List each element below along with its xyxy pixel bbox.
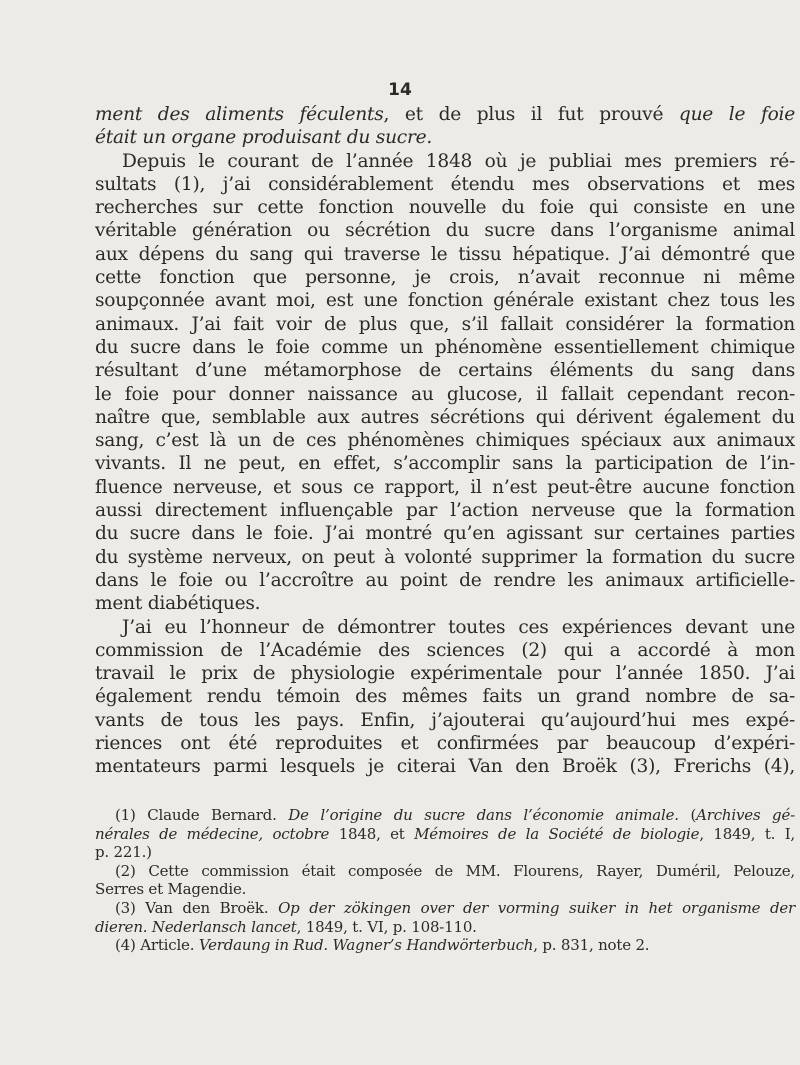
text-run: aux dépens du sang qui traverse le tissu hépatique. J’ai démontré que <box>95 243 795 265</box>
body-line <box>95 336 795 359</box>
page-number: 14 <box>388 80 412 100</box>
italic-text: ment des aliments féculents <box>95 104 384 125</box>
body-line <box>95 289 795 312</box>
italic-text: Verdaung in Rud. Wagner’s Handwörterbuch <box>198 936 534 955</box>
body-line <box>95 383 795 406</box>
text-run: cette fonction que personne, je crois, n’avait reconnue ni même <box>95 267 795 289</box>
body-line <box>95 476 795 499</box>
body-line <box>95 522 795 545</box>
text-run: sang, c’est là un de ces phénomènes chimiques spéciaux aux animaux <box>95 430 795 452</box>
body-line <box>95 546 795 569</box>
italic-text: était un organe produisant du sucre. <box>95 127 433 149</box>
text-run: vants de tous les pays. Enfin, j’ajouterai qu’aujourd’hui mes expé- <box>95 709 795 731</box>
text-run: (2) Cette commission était composée de MM. Flourens, Rayer, Duméril, Pelouze, <box>115 861 795 880</box>
body-line <box>95 173 795 196</box>
text-run: Serres et Magendie. <box>95 880 247 899</box>
text-run: travail le prix de physiologie expérimentale pour l’année 1850. J’ai <box>95 663 795 685</box>
footnote-line <box>95 918 795 937</box>
body-text <box>95 103 795 779</box>
italic-text: De l’origine du sucre dans l’économie animale. <box>288 806 679 824</box>
text-run: du système nerveux, on peut à volonté supprimer la formation du sucre <box>95 546 795 568</box>
text-run: (3) Van den Broëk. <box>115 898 279 917</box>
footnote-line <box>95 825 795 844</box>
body-line <box>95 639 795 662</box>
body-line <box>95 266 795 289</box>
body-line <box>95 126 795 149</box>
italic-text: Mémoires de la Société de biologie <box>414 824 700 843</box>
text-run: véritable génération ou sécrétion du sucre dans l’organisme animal <box>95 220 795 242</box>
text-run: , 1849, t. I, <box>699 824 795 843</box>
body-line <box>95 732 795 755</box>
italic-text: Op der zökingen over der vorming suiker in het organisme der <box>278 898 795 917</box>
text-run: mentateurs parmi lesquels je citerai Van den Broëk (3), Frerichs (4), <box>95 756 795 778</box>
text-run: , p. 831, note 2. <box>533 936 650 955</box>
text-run: 1848, et <box>329 824 415 843</box>
text-run: sultats (1), j’ai considérablement étendu mes observations et mes <box>95 173 795 195</box>
footnote-line <box>95 899 795 918</box>
body-line <box>95 359 795 382</box>
text-run: , et de plus il fut prouvé <box>383 104 679 125</box>
text-run: ( <box>678 806 697 824</box>
text-run: le foie pour donner naissance au glucose, il fallait cependant recon- <box>95 383 795 405</box>
body-line <box>95 150 795 173</box>
italic-text: Archives gé- <box>696 806 796 824</box>
text-run: ment diabétiques. <box>95 593 261 615</box>
text-run: vivants. Il ne peut, en effet, s’accomplir sans la participation de l’in- <box>95 453 795 475</box>
body-line <box>95 616 795 639</box>
text-run: également rendu témoin des mêmes faits un grand nombre de sa- <box>95 686 795 708</box>
text-run: Depuis le courant de l’année 1848 où je publiai mes premiers ré- <box>122 150 795 172</box>
text-run: du sucre dans le foie comme un phénomène essentiellement chimique <box>95 336 795 358</box>
body-line <box>95 219 795 242</box>
body-line <box>95 709 795 732</box>
body-line <box>95 243 795 266</box>
body-line <box>95 569 795 592</box>
footnote-line <box>95 862 795 881</box>
body-line <box>95 452 795 475</box>
text-run: (1) Claude Bernard. <box>115 806 289 824</box>
text-run: recherches sur cette fonction nouvelle du foie qui consiste en une <box>95 197 795 219</box>
text-run: , 1849, t. VI, p. 108-110. <box>296 917 477 936</box>
text-run: du sucre dans le foie. J’ai montré qu’en agissant sur certaines parties <box>95 523 795 545</box>
body-line <box>95 662 795 685</box>
body-line <box>95 406 795 429</box>
footnotes <box>95 806 795 955</box>
text-run: commission de l’Académie des sciences (2) qui a accordé à mon <box>95 639 795 661</box>
text-run: dans le foie ou l’accroître au point de rendre les animaux artificielle- <box>95 569 795 591</box>
text-run: p. 221.) <box>95 843 152 862</box>
text-run: résultant d’une métamorphose de certains éléments du sang dans <box>95 360 795 382</box>
body-line <box>95 685 795 708</box>
text-run: aussi directement influençable par l’action nerveuse que la formation <box>95 500 795 522</box>
footnote-line <box>95 806 795 825</box>
body-line <box>95 592 795 615</box>
italic-text: que le foie <box>678 104 795 125</box>
body-line <box>95 103 795 126</box>
footnote-line <box>95 880 795 899</box>
footnote-line <box>95 936 795 955</box>
text-run: naître que, semblable aux autres sécrétions qui dérivent également du <box>95 406 795 428</box>
text-run: fluence nerveuse, et sous ce rapport, il n’est peut-être aucune fonction <box>95 476 795 498</box>
body-line <box>95 499 795 522</box>
text-run: riences ont été reproduites et confirmées par beaucoup d’expéri- <box>95 733 795 755</box>
body-line <box>95 755 795 778</box>
text-run: J’ai eu l’honneur de démontrer toutes ces expériences devant une <box>122 616 795 638</box>
text-run: animaux. J’ai fait voir de plus que, s’il fallait considérer la formation <box>95 313 795 335</box>
italic-text: nérales de médecine, octobre <box>95 824 330 843</box>
text-run: (4) Article. <box>115 936 199 955</box>
body-line <box>95 196 795 219</box>
body-line <box>95 313 795 336</box>
footnote-line <box>95 843 795 862</box>
body-line <box>95 429 795 452</box>
italic-text: dieren. Nederlansch lancet <box>95 917 297 936</box>
text-run: soupçonnée avant moi, est une fonction générale existant chez tous les <box>95 290 795 312</box>
